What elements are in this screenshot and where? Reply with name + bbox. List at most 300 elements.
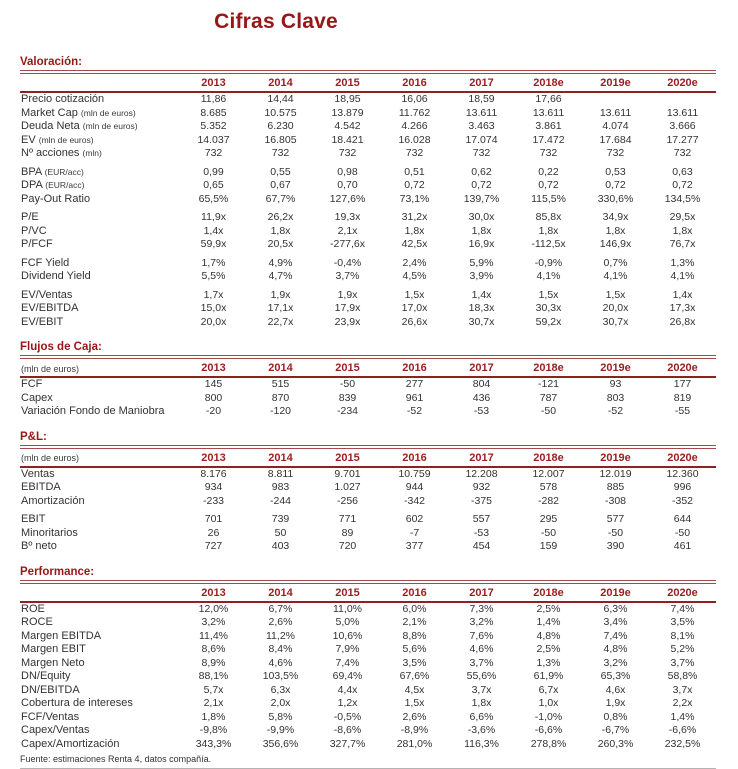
value-cell: 2,1x	[203, 697, 224, 709]
value-cell: 30,3x	[535, 302, 562, 314]
value-cell: 11,9x	[201, 211, 226, 223]
value-cell: 6,7%	[268, 602, 293, 615]
row-label-text: EBITDA	[21, 481, 61, 493]
value-cell: 787	[539, 391, 558, 404]
value-cell: 67,6%	[399, 670, 430, 682]
value-cell: 3,9%	[469, 270, 494, 282]
value-cell: 73,1%	[399, 192, 430, 205]
value-cell: 6.230	[267, 120, 294, 132]
value-cell: 1,9x	[270, 288, 291, 301]
value-cell: 20,0x	[200, 315, 227, 328]
value-cell: 16,06	[401, 93, 428, 105]
value-cell: 0,67	[270, 179, 291, 191]
value-cell: 4.074	[602, 120, 629, 132]
row-label-text: DN/Equity	[21, 670, 71, 682]
value-cell: 13.611	[599, 106, 632, 119]
section-title-valoracion: Valoración:	[20, 56, 716, 71]
row-label	[20, 602, 180, 617]
value-cell: 727	[204, 540, 223, 552]
section-flujos-de-caja	[20, 341, 716, 419]
sections-container	[20, 56, 716, 751]
table-row	[20, 270, 716, 284]
year-header: 2017	[448, 359, 515, 378]
value-cell: 232,5%	[664, 737, 701, 750]
value-cell: 1,5x	[404, 288, 425, 301]
value-cell: -112,5x	[531, 238, 566, 250]
year-header: 2018e	[515, 448, 582, 467]
value-cell: 934	[204, 481, 223, 493]
value-cell: 12,0%	[198, 602, 229, 615]
row-label-unit: (EUR/acc)	[44, 166, 84, 177]
value-cell: 17,66	[535, 93, 562, 105]
row-label-text: Capex/Amortización	[21, 737, 120, 750]
value-cell: 2,5%	[536, 602, 561, 615]
row-label-text: Margen Neto	[21, 656, 85, 669]
row-label-text: EBIT	[21, 513, 46, 525]
value-cell: 578	[539, 481, 558, 493]
row-label-text: Minoritarios	[21, 526, 78, 539]
value-cell: 19,3x	[334, 211, 361, 223]
table-row	[20, 405, 716, 419]
value-cell: -53	[473, 405, 490, 417]
value-cell: 1,8x	[471, 697, 492, 709]
value-cell: 2,6%	[268, 616, 293, 628]
value-cell: 11,86	[200, 93, 227, 105]
value-cell: 11,0%	[333, 602, 362, 615]
row-label-unit: (mln de euros)	[80, 107, 136, 118]
table-row	[20, 92, 716, 107]
value-cell: 0,53	[605, 165, 626, 178]
value-cell: 2,4%	[402, 256, 427, 269]
value-cell: -52	[607, 405, 624, 417]
value-cell: 3,5%	[402, 656, 427, 669]
table-row	[20, 238, 716, 252]
value-cell: 839	[338, 391, 357, 404]
value-cell: 20,5x	[267, 238, 294, 250]
table-row	[20, 527, 716, 541]
value-cell: 17,1x	[267, 302, 294, 314]
row-label-text: ROCE	[21, 616, 53, 628]
year-header: 2016	[381, 448, 448, 467]
value-cell: 390	[606, 540, 625, 552]
value-cell: 145	[204, 378, 223, 390]
table-row	[20, 684, 716, 698]
value-cell: -7	[409, 526, 420, 539]
value-cell: 4,7%	[268, 270, 293, 282]
section-performance	[20, 566, 716, 752]
year-header: 2015	[314, 74, 381, 93]
value-cell: 4,4x	[337, 683, 358, 696]
value-cell: 16.805	[264, 133, 297, 146]
value-cell: 4,8%	[536, 629, 561, 642]
value-cell: 1,8x	[471, 224, 492, 237]
row-label	[20, 630, 180, 644]
value-cell: 739	[271, 513, 290, 525]
value-cell: 4,5%	[402, 270, 427, 282]
row-label	[20, 481, 180, 495]
table-row	[20, 206, 716, 225]
row-label	[20, 657, 180, 671]
value-cell: 602	[405, 513, 424, 525]
value-cell: 8,6%	[201, 643, 226, 655]
value-cell: 6,3%	[603, 602, 628, 615]
unit-label	[20, 74, 180, 93]
year-header: 2019e	[582, 74, 649, 93]
table-row	[20, 467, 716, 482]
value-cell: 17,0x	[401, 302, 428, 314]
value-cell: 2,0x	[270, 697, 291, 709]
value-cell: 89	[341, 526, 354, 539]
value-cell: -256	[336, 494, 358, 507]
row-label-text: Deuda Neta	[21, 120, 80, 132]
year-header-row	[20, 74, 716, 93]
value-cell: 23,9x	[334, 315, 361, 328]
table-flujos-de-caja	[20, 358, 716, 419]
value-cell: 343,3%	[195, 737, 232, 750]
value-cell: 59,2x	[535, 315, 562, 328]
row-label-text: Margen EBITDA	[21, 629, 102, 642]
row-label	[20, 120, 180, 134]
table-row	[20, 643, 716, 657]
year-header: 2020e	[649, 74, 716, 93]
year-header: 2014	[247, 74, 314, 93]
row-label	[20, 467, 180, 482]
value-cell: 0,72	[471, 179, 492, 191]
value-cell: -0,5%	[333, 710, 362, 723]
value-cell: 2,1x	[337, 224, 358, 237]
row-label	[20, 134, 180, 148]
value-cell: 103,5%	[262, 670, 299, 682]
table-row	[20, 602, 716, 617]
value-cell: 800	[204, 391, 223, 404]
value-cell: 278,8%	[530, 737, 567, 750]
row-label	[20, 284, 180, 303]
value-cell: 17,3x	[669, 302, 696, 314]
value-cell: 3,7%	[335, 270, 360, 282]
year-header: 2019e	[582, 583, 649, 602]
value-cell: 50	[274, 526, 287, 539]
value-cell: 1,0x	[538, 697, 559, 709]
value-cell: 0,72	[404, 179, 425, 191]
value-cell: 5,9%	[469, 256, 494, 269]
row-label	[20, 540, 180, 554]
value-cell: 732	[472, 147, 491, 159]
table-row	[20, 392, 716, 406]
table-row	[20, 284, 716, 303]
value-cell: 115,5%	[531, 192, 566, 205]
value-cell: -6,6%	[668, 724, 697, 736]
value-cell: 0,55	[270, 165, 291, 178]
row-label-unit: (EUR/acc)	[45, 180, 85, 190]
value-cell: 1,8x	[538, 224, 559, 237]
value-cell: 6,3x	[270, 683, 291, 696]
value-cell: 732	[204, 147, 223, 159]
value-cell: 8,8%	[402, 629, 427, 642]
value-cell: 804	[472, 378, 491, 390]
value-cell: 944	[405, 481, 424, 493]
value-cell: 1,5x	[538, 288, 559, 301]
value-cell: -50	[540, 405, 557, 417]
value-cell: 13.879	[331, 106, 364, 119]
value-cell: 26,2x	[267, 211, 294, 223]
value-cell: 819	[673, 391, 692, 404]
row-label-text: BPA	[21, 165, 42, 178]
section-p-and-l	[20, 431, 716, 554]
row-label-text: Dividend Yield	[21, 270, 91, 282]
row-label	[20, 252, 180, 271]
value-cell: 30,0x	[468, 211, 495, 223]
table-row	[20, 508, 716, 527]
value-cell: 65,5%	[198, 192, 229, 205]
value-cell: 11,4%	[199, 629, 228, 642]
value-cell: 0,63	[672, 165, 693, 178]
value-cell: 5,5%	[201, 270, 226, 282]
row-label-text: EV	[21, 133, 36, 146]
value-cell: 16,9x	[468, 238, 495, 250]
value-cell: -234	[336, 405, 358, 417]
row-label	[20, 377, 180, 392]
row-label-text: Capex	[21, 391, 53, 404]
value-cell: 1,7%	[201, 256, 226, 269]
value-cell: 10.575	[264, 106, 297, 119]
value-cell: 1,4x	[672, 288, 693, 301]
value-cell: 7,3%	[469, 602, 494, 615]
value-cell: 17.074	[465, 133, 498, 146]
table-row	[20, 193, 716, 207]
row-label	[20, 206, 180, 225]
value-cell: 1,8x	[404, 224, 425, 237]
year-header: 2016	[381, 74, 448, 93]
year-header-row	[20, 448, 716, 467]
year-header: 2014	[247, 359, 314, 378]
value-cell: -9,9%	[266, 724, 295, 736]
value-cell: 65,3%	[600, 670, 631, 682]
value-cell: 5,6%	[402, 643, 427, 655]
value-cell: 3,5%	[670, 616, 695, 628]
source-note: Fuente: estimaciones Renta 4, datos compañía.	[20, 754, 716, 769]
value-cell: 771	[338, 513, 357, 525]
unit-label: (mln de euros)	[20, 359, 180, 378]
value-cell: 8,4%	[268, 643, 293, 655]
row-label	[20, 508, 180, 527]
row-label-text: Capex/Ventas	[21, 724, 90, 736]
value-cell: 1,7x	[203, 288, 224, 301]
value-cell: 3,4%	[603, 616, 628, 628]
value-cell: 159	[539, 540, 558, 552]
value-cell: 870	[271, 391, 290, 404]
row-label	[20, 684, 180, 698]
year-header: 2016	[381, 359, 448, 378]
table-row	[20, 540, 716, 554]
value-cell: 146,9x	[599, 238, 632, 250]
value-cell: 277	[405, 378, 424, 390]
value-cell: 18.421	[331, 133, 364, 146]
value-cell: -342	[403, 494, 425, 507]
value-cell: -53	[473, 526, 490, 539]
value-cell: 8,9%	[201, 656, 226, 669]
year-header: 2013	[180, 74, 247, 93]
value-cell: 1,8%	[201, 710, 226, 723]
value-cell: 3,7x	[471, 683, 492, 696]
value-cell: -120	[269, 405, 291, 417]
value-cell: -282	[537, 494, 559, 507]
value-cell: 30,7x	[602, 315, 629, 328]
value-cell: 3.666	[669, 120, 696, 132]
table-valoracion	[20, 73, 716, 329]
row-label	[20, 225, 180, 239]
section-title-flujos-de-caja: Flujos de Caja:	[20, 341, 716, 356]
value-cell: 1,9x	[605, 697, 626, 709]
value-cell: 732	[539, 147, 558, 159]
value-cell: -0,9%	[534, 256, 563, 269]
value-cell: 4,1%	[670, 270, 695, 282]
row-label	[20, 405, 180, 419]
row-label	[20, 643, 180, 657]
year-header: 2014	[247, 583, 314, 602]
value-cell: 0,72	[538, 179, 559, 191]
row-label-text: EV/EBIT	[21, 315, 64, 328]
value-cell: 139,7%	[463, 192, 500, 205]
value-cell: -9,8%	[199, 724, 228, 736]
row-label	[20, 92, 180, 107]
value-cell: 732	[271, 147, 290, 159]
row-label	[20, 724, 180, 738]
row-label	[20, 670, 180, 684]
value-cell: 10.759	[398, 467, 431, 480]
value-cell: 4,1%	[536, 270, 561, 282]
value-cell: 0,72	[672, 179, 693, 191]
value-cell: 69,4%	[332, 670, 363, 682]
row-label-text: P/FCF	[21, 238, 53, 250]
table-row	[20, 481, 716, 495]
row-label	[20, 697, 180, 711]
table-row	[20, 134, 716, 148]
value-cell: 0,99	[203, 165, 224, 178]
row-label-text: Amortización	[21, 494, 85, 507]
year-header: 2013	[180, 583, 247, 602]
table-row	[20, 697, 716, 711]
value-cell: 116,3%	[464, 737, 499, 750]
value-cell: 5.352	[200, 120, 227, 132]
value-cell: 12.360	[666, 467, 699, 480]
value-cell: 0,62	[471, 165, 492, 178]
year-header-row	[20, 359, 716, 378]
year-header: 2015	[314, 583, 381, 602]
row-label-text: Nº acciones	[21, 147, 80, 159]
table-row	[20, 711, 716, 725]
value-cell: 701	[204, 513, 223, 525]
table-row	[20, 120, 716, 134]
value-cell: 18,3x	[468, 302, 495, 314]
value-cell: 5,0%	[335, 616, 360, 628]
value-cell: -1,0%	[534, 710, 563, 723]
year-header: 2018e	[515, 583, 582, 602]
year-header: 2019e	[582, 359, 649, 378]
value-cell: 0,70	[337, 179, 358, 191]
row-label-text: Market Cap	[21, 106, 78, 119]
year-header: 2016	[381, 583, 448, 602]
table-row	[20, 377, 716, 392]
value-cell: 8,1%	[670, 629, 695, 642]
value-cell: -50	[339, 378, 356, 390]
value-cell: 1,5x	[605, 288, 626, 301]
table-row	[20, 225, 716, 239]
value-cell: 996	[673, 481, 692, 493]
value-cell: 7,4%	[335, 656, 360, 669]
row-label-text: DPA	[21, 179, 43, 191]
value-cell: 2,1%	[402, 616, 427, 628]
value-cell: 5,2%	[670, 643, 695, 655]
value-cell: 8.176	[200, 467, 227, 480]
value-cell: 3.463	[468, 120, 495, 132]
row-label	[20, 738, 180, 752]
table-row	[20, 724, 716, 738]
value-cell: 0,65	[203, 179, 224, 191]
value-cell: 281,0%	[396, 737, 433, 750]
row-label-text: FCF Yield	[21, 256, 70, 269]
value-cell: 4,8%	[603, 643, 628, 655]
value-cell: 42,5x	[401, 238, 428, 250]
value-cell: 16.028	[398, 133, 431, 146]
value-cell: -50	[607, 526, 624, 539]
value-cell: 30,7x	[468, 315, 495, 328]
value-cell: 961	[405, 391, 424, 404]
unit-label	[20, 583, 180, 602]
table-row	[20, 161, 716, 180]
row-label	[20, 161, 180, 180]
value-cell: 177	[673, 378, 692, 390]
value-cell: 295	[539, 513, 558, 525]
value-cell: 7,4%	[670, 602, 695, 615]
value-cell: -20	[205, 405, 222, 417]
value-cell: 260,3%	[597, 737, 634, 750]
value-cell: 1,8x	[270, 224, 291, 237]
row-label	[20, 193, 180, 207]
value-cell: 732	[606, 147, 625, 159]
row-label	[20, 711, 180, 725]
row-label-text: ROE	[21, 602, 45, 615]
row-label-text: Bº neto	[21, 540, 57, 552]
value-cell: 11.762	[398, 106, 431, 119]
value-cell: 12.007	[532, 467, 565, 480]
value-cell: 6,7x	[538, 683, 559, 696]
table-row	[20, 107, 716, 121]
value-cell: 127,6%	[329, 192, 366, 205]
value-cell: 13.611	[532, 106, 565, 119]
section-title-performance: Performance:	[20, 566, 716, 581]
value-cell: 515	[271, 378, 290, 390]
row-label	[20, 392, 180, 406]
table-row	[20, 252, 716, 271]
unit-label: (mln de euros)	[20, 448, 180, 467]
value-cell: -50	[674, 526, 691, 539]
value-cell: 1.027	[334, 481, 361, 493]
value-cell: 17.277	[666, 133, 699, 146]
row-label-text: EV/EBITDA	[21, 302, 79, 314]
year-header: 2019e	[582, 448, 649, 467]
value-cell: 13.611	[666, 106, 699, 119]
page-title: Cifras Clave	[214, 10, 338, 33]
value-cell	[582, 92, 649, 107]
value-cell: 1,4x	[203, 224, 224, 237]
row-label-text: Ventas	[21, 467, 55, 480]
value-cell: 4.542	[334, 120, 361, 132]
value-cell: 3.861	[535, 120, 562, 132]
value-cell: 644	[673, 513, 692, 525]
value-cell: 732	[673, 147, 692, 159]
value-cell: 134,5%	[664, 192, 701, 205]
value-cell: 4,6%	[469, 643, 494, 655]
